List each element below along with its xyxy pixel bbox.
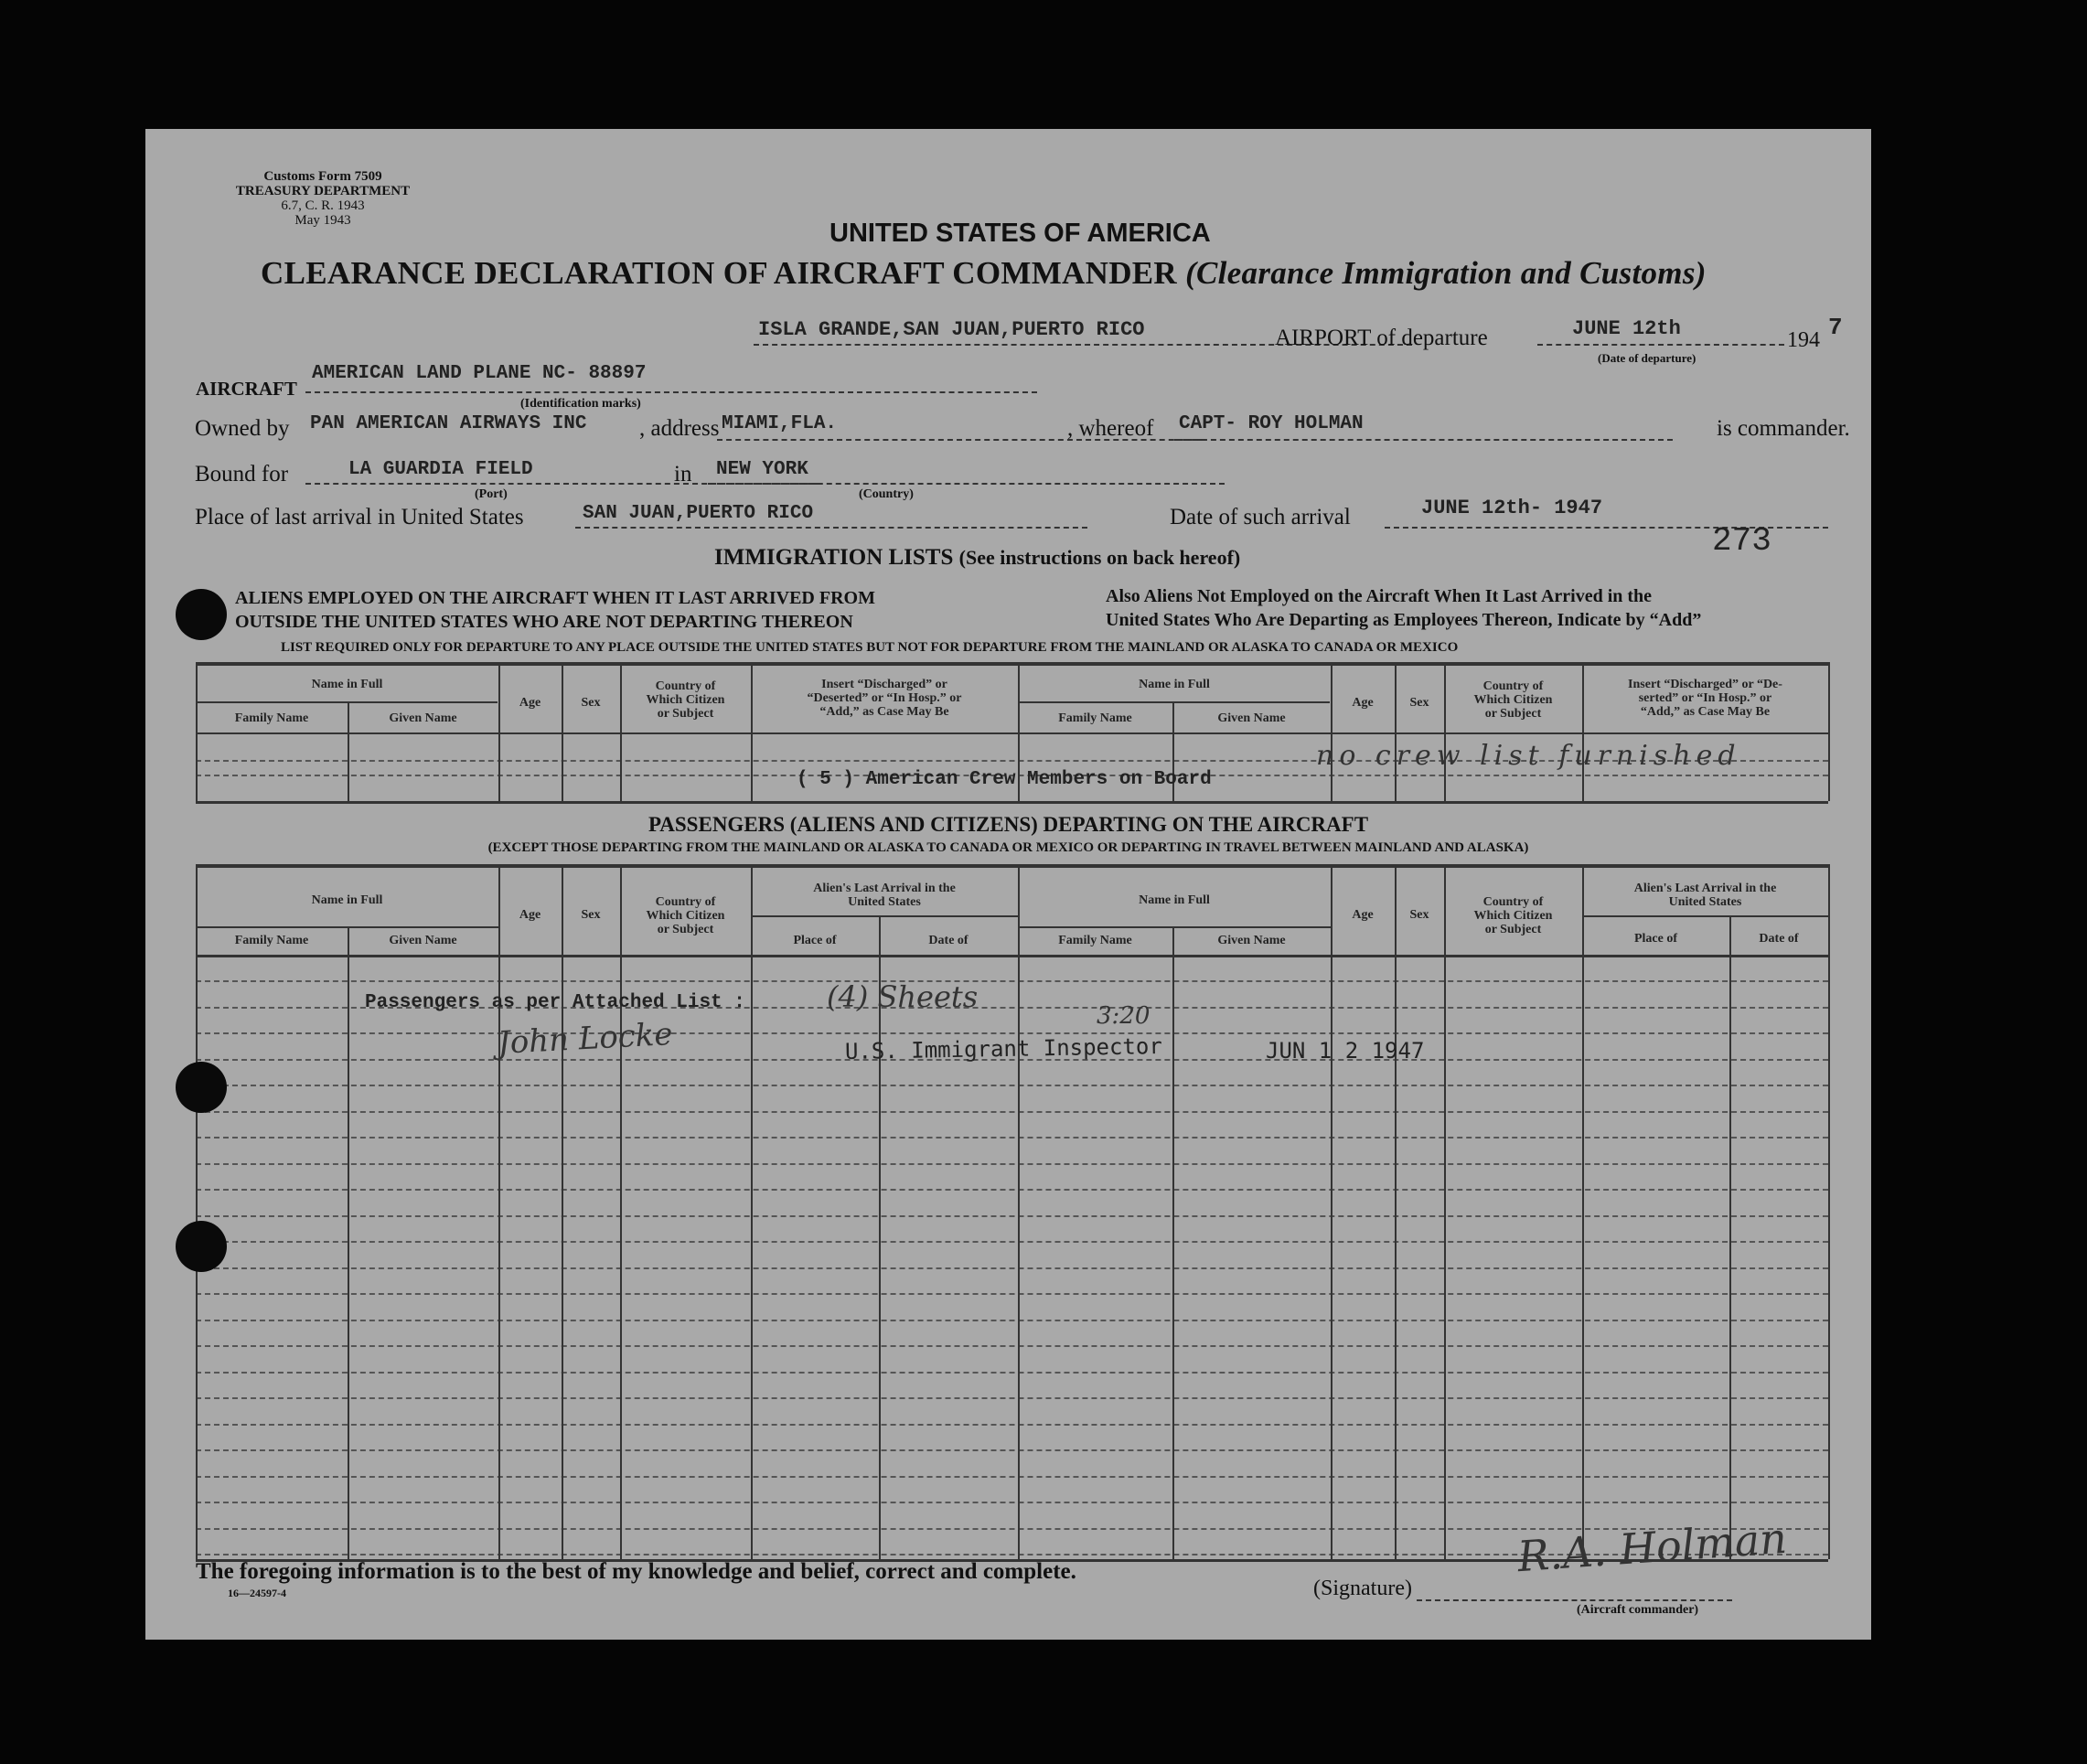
- pass-col-family-right: Family Name: [1058, 934, 1132, 947]
- punch-hole-1: [176, 589, 227, 640]
- pass-col-place-right: Place of: [1633, 932, 1678, 946]
- arrival-date-value: JUNE 12th- 1947: [1421, 497, 1603, 519]
- pass-col-last-arrival-right: [1582, 882, 1828, 909]
- aliens-employed-line-2: OUTSIDE THE UNITED STATES WHO ARE NOT DEPARTING THEREON: [235, 612, 853, 632]
- crew-col-age-right: Age: [1352, 696, 1374, 710]
- crew-col-age-left: Age: [519, 696, 541, 710]
- crew-col-sex-left: Sex: [581, 696, 601, 710]
- in-label: in: [674, 462, 692, 486]
- owned-by-label: Owned by: [195, 416, 290, 441]
- pass-col-country-right-1: Country of: [1482, 895, 1544, 909]
- year-suffix: 7: [1828, 314, 1843, 341]
- signature-label: (Signature): [1313, 1577, 1412, 1600]
- form-number: Customs Form 7509: [263, 169, 382, 184]
- commander-label: is commander.: [1717, 416, 1850, 441]
- pass-col-country-left-3: or Subject: [657, 923, 714, 936]
- commander-underline: [1174, 439, 1673, 441]
- aliens-not-employed-line-1: Also Aliens Not Employed on the Aircraft When It Last Arrived in the: [1106, 586, 1653, 606]
- crew-entry: ( 5 ) American Crew Members on Board: [797, 769, 1212, 790]
- crew-col-insert-left-3: “Add,” as Case May Be: [819, 705, 949, 719]
- pass-col-country-right-2: Which Citizen: [1473, 909, 1553, 923]
- pass-col-country-right-3: or Subject: [1484, 923, 1542, 936]
- address-value: MIAMI,FLA.: [722, 413, 838, 434]
- passengers-typed-entry: Passengers as per Attached List :: [365, 992, 745, 1013]
- crew-col-given-right: Given Name: [1217, 711, 1286, 725]
- pass-col-country-right: [1444, 895, 1582, 936]
- crew-col-insert-right-1: Insert “Discharged” or “De-: [1628, 678, 1782, 691]
- punch-hole-3: [176, 1221, 227, 1272]
- passengers-subheading: (EXCEPT THOSE DEPARTING FROM THE MAINLAND OR ALASKA TO CANADA OR MEXICO OR DEPARTING IN TRAVEL BETWEEN MAINLAND AND ALASKA): [487, 840, 1529, 855]
- crew-col-insert-left-2: “Deserted” or “In Hosp.” or: [807, 691, 962, 705]
- crew-col-country-right: [1444, 679, 1582, 721]
- last-arrival-value: SAN JUAN,PUERTO RICO: [583, 503, 814, 524]
- crew-col-insert-right: [1582, 678, 1828, 719]
- pass-col-given-right: Given Name: [1217, 934, 1286, 947]
- crew-col-family-right: Family Name: [1058, 711, 1132, 725]
- inspector-signature: John Locke: [497, 1016, 674, 1062]
- aliens-not-employed-text: [1106, 584, 1701, 632]
- commander-value: CAPT- ROY HOLMAN: [1179, 413, 1364, 434]
- crew-col-country-left: [620, 679, 751, 721]
- form-title-italic: (Clearance Immigration and Customs): [1185, 255, 1707, 291]
- form-department: TREASURY DEPARTMENT: [235, 184, 411, 198]
- bound-for-label: Bound for: [195, 462, 289, 486]
- pass-col-date-right: Date of: [1759, 932, 1799, 946]
- pass-col-sex-right: Sex: [1409, 908, 1429, 922]
- whereof-label: , whereof: [1067, 416, 1154, 441]
- country-value: NEW YORK: [716, 459, 808, 480]
- pass-col-last-arrival-right-2: United States: [1668, 895, 1742, 909]
- pass-col-name-left: Name in Full: [311, 893, 383, 907]
- airport-label: AIRPORT of departure: [1275, 326, 1488, 350]
- form-id-block: [231, 169, 414, 228]
- crew-col-given-left: Given Name: [389, 711, 457, 725]
- print-code: 16—24597-4: [228, 1587, 286, 1599]
- country-underline: [708, 483, 1225, 485]
- year-prefix: 194: [1787, 328, 1820, 352]
- crew-col-insert-right-3: “Add,” as Case May Be: [1640, 705, 1771, 719]
- last-arrival-underline: [575, 527, 1087, 529]
- pass-col-country-left-2: Which Citizen: [646, 909, 725, 923]
- inspector-stamp-date: JUN 1 2 1947: [1266, 1038, 1425, 1064]
- footer-statement: The foregoing information is to the best of my knowledge and belief, correct and complete.: [196, 1559, 1076, 1584]
- crew-col-insert-left: [751, 678, 1018, 719]
- crew-col-family-left: Family Name: [234, 711, 309, 725]
- pass-col-last-arrival-right-1: Alien's Last Arrival in the: [1633, 882, 1777, 895]
- list-requirement: LIST REQUIRED ONLY FOR DEPARTURE TO ANY PLACE OUTSIDE THE UNITED STATES BUT NOT FOR DEPARTURE FROM THE MAINLAND OR ALASKA TO CANADA OR MEXICO: [281, 640, 1459, 655]
- handwritten-crew-note: no crew list furnished: [1316, 740, 1741, 772]
- aircraft-label: AIRCRAFT: [196, 378, 297, 400]
- pass-col-last-arrival-left-2: United States: [848, 895, 921, 909]
- arrival-date-label: Date of such arrival: [1170, 505, 1351, 529]
- aliens-employed-text: [235, 586, 875, 634]
- pass-col-place-left: Place of: [793, 934, 837, 947]
- aircraft-underline: [305, 391, 1037, 393]
- pass-col-family-left: Family Name: [234, 934, 309, 947]
- aliens-not-employed-line-2: United States Who Are Departing as Employees Thereon, Indicate by “Add”: [1106, 610, 1702, 630]
- departure-date-value: JUNE 12th: [1572, 317, 1681, 340]
- port-caption: (Port): [475, 487, 508, 501]
- pass-col-age-right: Age: [1352, 908, 1374, 922]
- pass-col-last-arrival-left: [751, 882, 1018, 909]
- country-heading: UNITED STATES OF AMERICA: [829, 219, 1211, 248]
- immigration-heading: [714, 545, 1240, 571]
- pass-col-name-right: Name in Full: [1139, 893, 1210, 907]
- bound-for-value: LA GUARDIA FIELD: [348, 459, 533, 480]
- pass-col-age-left: Age: [519, 908, 541, 922]
- form-regulation: 6.7, C. R. 1943: [281, 198, 365, 213]
- crew-col-country-right-3: or Subject: [1484, 707, 1542, 721]
- form-date: May 1943: [294, 213, 351, 228]
- crew-col-sex-right: Sex: [1409, 696, 1429, 710]
- pass-col-country-left-1: Country of: [655, 895, 716, 909]
- form-title-main: CLEARANCE DECLARATION OF AIRCRAFT COMMANDER: [261, 255, 1178, 291]
- pass-col-sex-left: Sex: [581, 908, 601, 922]
- owned-by-value: PAN AMERICAN AIRWAYS INC: [310, 413, 587, 434]
- address-label: , address: [639, 416, 720, 441]
- pass-col-country-left: [620, 895, 751, 936]
- country-caption: (Country): [859, 487, 914, 501]
- pass-col-last-arrival-left-1: Alien's Last Arrival in the: [813, 882, 956, 895]
- passengers-heading: PASSENGERS (ALIENS AND CITIZENS) DEPARTING ON THE AIRCRAFT: [648, 813, 1369, 836]
- immigration-title: IMMIGRATION LISTS: [714, 545, 954, 570]
- id-marks-caption: (Identification marks): [520, 397, 641, 411]
- pass-col-given-left: Given Name: [389, 934, 457, 947]
- immigration-note: (See instructions on back hereof): [958, 546, 1241, 569]
- pass-col-date-left: Date of: [928, 934, 969, 947]
- doc-number: 273: [1712, 522, 1771, 560]
- commander-signature: R.A. Holman: [1515, 1513, 1789, 1582]
- airport-value: ISLA GRANDE,SAN JUAN,PUERTO RICO: [758, 318, 1145, 341]
- departure-date-caption: (Date of departure): [1598, 351, 1696, 365]
- crew-col-country-left-2: Which Citizen: [646, 693, 725, 707]
- crew-col-insert-right-2: serted” or “In Hosp.” or: [1638, 691, 1772, 705]
- crew-col-name-right: Name in Full: [1139, 678, 1210, 691]
- punch-hole-2: [176, 1062, 227, 1113]
- crew-col-country-right-2: Which Citizen: [1473, 693, 1553, 707]
- aircraft-value: AMERICAN LAND PLANE NC- 88897: [312, 363, 647, 384]
- handwritten-time: 3:20: [1097, 1002, 1151, 1030]
- crew-col-country-left-3: or Subject: [657, 707, 714, 721]
- form-title: [261, 255, 1707, 292]
- aliens-employed-line-1: ALIENS EMPLOYED ON THE AIRCRAFT WHEN IT LAST ARRIVED FROM: [235, 588, 875, 608]
- last-arrival-label: Place of last arrival in United States: [195, 505, 524, 529]
- crew-col-name-left: Name in Full: [311, 678, 383, 691]
- departure-date-underline: [1537, 344, 1784, 346]
- inspector-stamp: U.S. Immigrant Inspector: [844, 1032, 1162, 1065]
- handwritten-sheets: (4) Sheets: [827, 979, 979, 1014]
- crew-col-insert-left-1: Insert “Discharged” or: [821, 678, 947, 691]
- crew-col-country-left-1: Country of: [655, 679, 716, 693]
- signature-caption: (Aircraft commander): [1577, 1603, 1699, 1617]
- crew-col-country-right-1: Country of: [1482, 679, 1544, 693]
- signature-underline: [1417, 1599, 1732, 1601]
- form-document: [145, 129, 1871, 1640]
